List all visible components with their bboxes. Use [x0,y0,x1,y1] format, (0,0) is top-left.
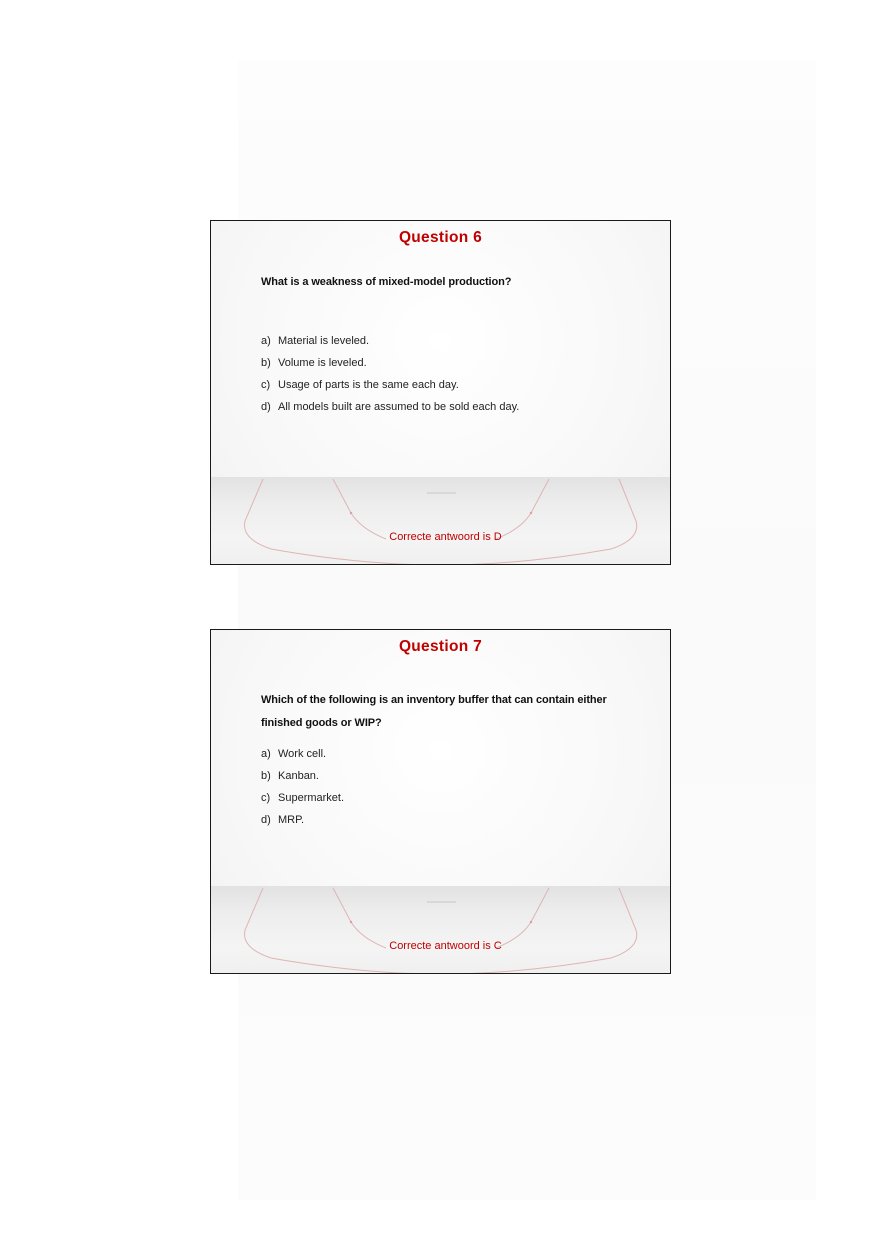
option-c [261,374,519,396]
question-text: Which of the following is an inventory buffer that can contain either finished goods or WIP? [261,694,607,729]
option-text: Material is leveled. [278,335,370,347]
option-letter: c) [261,792,271,804]
slide-floor-decoration [211,477,670,564]
court-lines-graphic [211,886,670,973]
slide-floor-decoration [211,886,670,973]
option-text: Usage of parts is the same each day. [278,379,459,391]
option-text: MRP. [278,814,305,826]
option-letter: d) [261,814,271,826]
option-letter: b) [261,770,271,782]
option-letter: c) [261,379,271,391]
question-text: What is a weakness of mixed-model production? [261,276,512,288]
option-text: All models built are assumed to be sold each day. [278,401,520,413]
slide-question-6 [210,220,671,565]
correct-answer-text: Correcte antwoord is D [389,531,502,543]
option-letter: a) [261,335,271,347]
option-c [261,787,344,809]
option-letter: b) [261,357,271,369]
court-lines-graphic [211,477,670,564]
option-text: Work cell. [278,748,327,760]
option-letter: d) [261,401,271,413]
option-d [261,396,519,418]
option-text: Kanban. [278,770,319,782]
question-title: Question 6 [398,229,483,246]
option-a [261,743,344,765]
answer-options-list [261,330,519,418]
option-text: Volume is leveled. [278,357,367,369]
question-title: Question 7 [398,638,483,655]
option-b [261,765,344,787]
option-letter: a) [261,748,271,760]
option-d [261,809,344,831]
slide-question-7 [210,629,671,974]
option-b [261,352,519,374]
option-a [261,330,519,352]
correct-answer-text: Correcte antwoord is C [389,940,502,952]
answer-options-list [261,743,344,831]
option-text: Supermarket. [278,792,345,804]
